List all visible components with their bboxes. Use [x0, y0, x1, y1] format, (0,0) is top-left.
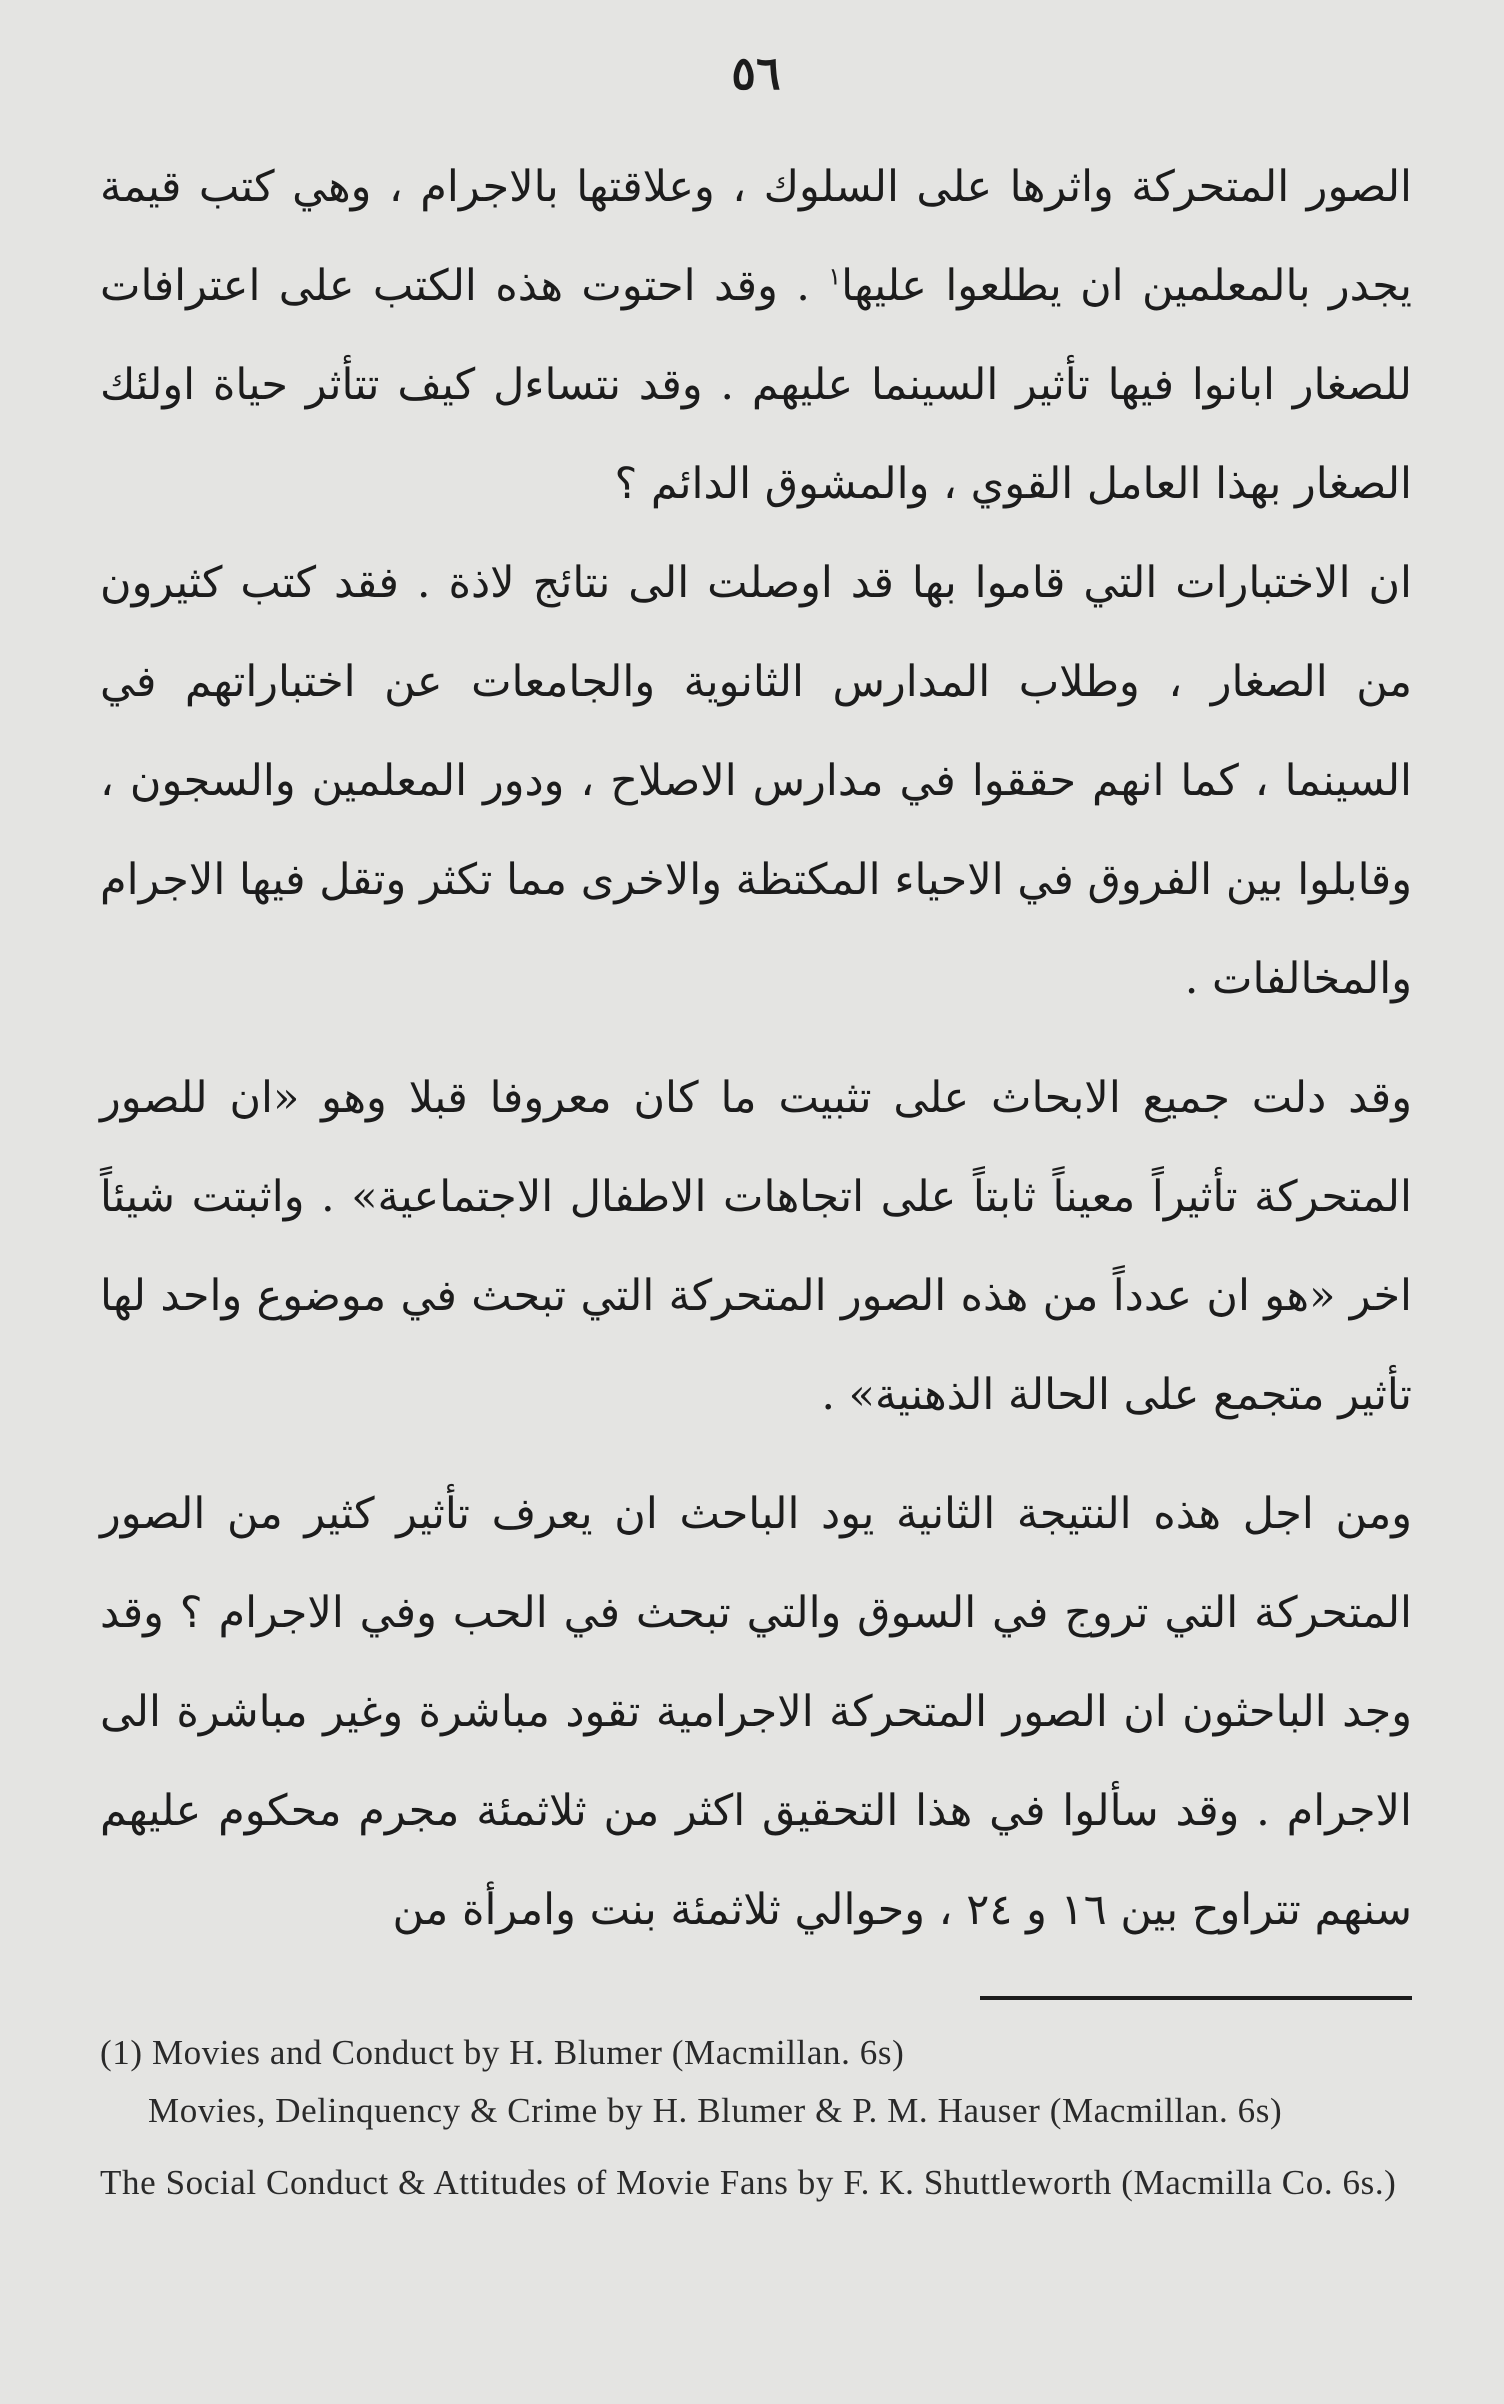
footnote-reference: ١ [828, 262, 842, 291]
footnote-divider [980, 1996, 1412, 2000]
footnote: The Social Conduct & Attitudes of Movie Fans by F. K. Shuttleworth (Macmilla Co. 6s.) [100, 2163, 1397, 2202]
page-number: ٥٦ [731, 46, 781, 100]
paragraph: وقد دلت جميع الابحاث على تثبيت ما كان معروفا قبلا وهو «ان للصور المتحركة تأثيراً معيناً ثابتاً على اتجاهات الاطفال الاجتماعية» . واثبتت شيئاً اخر «هو ان عدداً من هذه الصور المتحركة التي تبحث في موضوع واحد لها تأثير متجمع على الحالة الذهنية» . [100, 1073, 1412, 1420]
paragraph: ان الاختبارات التي قاموا بها قد اوصلت الى نتائج لاذة . فقد كتب كثيرون من الصغار ، وطلاب المدارس الثانوية والجامعات عن اختباراتهم في السينما ، كما انهم حققوا في مدارس الاصلاح ، ودور المعلمين والسجون ، وقابلوا بين الفروق في الاحياء المكتظة والاخرى مما تكثر وتقل فيها الاجرام والمخالفات . [100, 558, 1412, 1004]
footnote: Movies, Delinquency & Crime by H. Blumer & P. M. Hauser (Macmillan. 6s) [148, 2091, 1283, 2130]
paragraph [100, 138, 1412, 534]
paragraph-text: الصور المتحركة واثرها على السلوك ، وعلاقتها بالاجرام ، وهي كتب قيمة يجدر بالمعلمين ان يطلعوا عليها [100, 162, 1412, 311]
footnotes [100, 2024, 1412, 2212]
paragraph-text: . وقد احتوت هذه الكتب على اعترافات للصغار ابانوا فيها تأثير السينما عليهم . وقد نتساءل كيف تتأثر حياة اولئك الصغار بهذا العامل القوي ، والمشوق الدائم ؟ [100, 261, 1412, 509]
paragraph: ومن اجل هذه النتيجة الثانية يود الباحث ان يعرف تأثير كثير من الصور المتحركة التي تروج في السوق والتي تبحث في الحب وفي الاجرام ؟ وقد وجد الباحثون ان الصور المتحركة الاجرامية تقود مباشرة وغير مباشرة الى الاجرام . وقد سألوا في هذا التحقيق اكثر من ثلاثمئة مجرم محكوم عليهم سنهم تتراوح بين ١٦ و ٢٤ ، وحوالي ثلاثمئة بنت وامرأة من [100, 1489, 1412, 1935]
footnote: (1) Movies and Conduct by H. Blumer (Macmillan. 6s) [100, 2033, 905, 2072]
body-text [100, 138, 1412, 1960]
